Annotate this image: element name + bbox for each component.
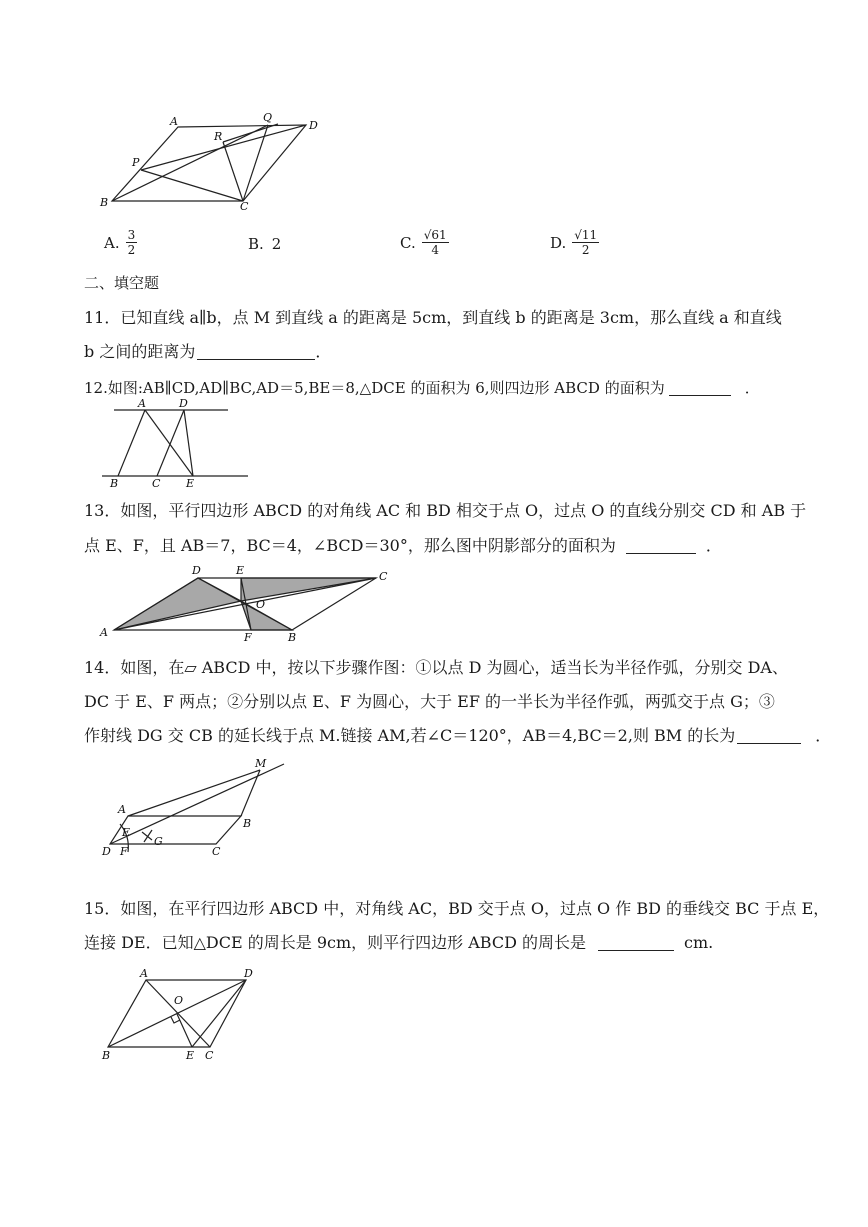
q12-figure	[100, 396, 250, 488]
q15-figure	[98, 966, 263, 1066]
q10-option-b-letter: B.	[248, 235, 264, 253]
q12-answer-blank[interactable]	[669, 379, 731, 396]
q14-line-bm	[241, 770, 260, 816]
q13-line1: 13．如图，平行四边形 ABCD 的对角线 AC 和 BD 相交于点 O，过点 O 的直线分别交 CD 和 AB 于	[84, 501, 807, 520]
q10-option-d	[550, 228, 599, 257]
q10-option-d-num: √11	[574, 228, 598, 242]
q14-label-d: D	[102, 845, 111, 858]
q10-option-c-den: 4	[431, 243, 439, 257]
q12-label-b: B	[110, 477, 119, 488]
q10-parallelogram	[112, 125, 306, 201]
q15-line-oe	[177, 1014, 192, 1047]
q13-label-a: A	[100, 626, 108, 639]
q10-option-a-den: 2	[127, 243, 136, 257]
q10-label-a: A	[170, 115, 178, 128]
q11-line1: 11．已知直线 a∥b，点 M 到直线 a 的距离是 5cm，到直线 b 的距离是 3cm，那么直线 a 和直线	[84, 308, 782, 327]
q13-answer-blank[interactable]	[626, 537, 696, 554]
q13-shaded-triangle-left	[114, 578, 241, 630]
q15-line2-end: cm.	[684, 933, 714, 952]
q13-line2-text: 点 E、F，且 AB＝7，BC＝4，∠BCD＝30°，那么图中阴影部分的面积为	[84, 536, 616, 555]
q13-line2	[84, 535, 722, 557]
q15-label-c: C	[205, 1049, 214, 1062]
q12-label-d: D	[179, 397, 188, 410]
q10-option-d-den: 2	[581, 243, 590, 257]
q10-label-b: B	[100, 196, 109, 209]
q13-line2-end: ．	[705, 536, 722, 555]
q10-label-d: D	[309, 119, 318, 132]
q15-label-b: B	[102, 1049, 111, 1062]
q10-option-c-fraction	[422, 228, 449, 257]
q14-line3-end: ．	[815, 726, 832, 745]
q11-line2-end: ．	[315, 342, 332, 361]
q10-option-a-letter: A.	[104, 233, 120, 252]
q15-label-e: E	[186, 1049, 195, 1062]
q13-label-b: B	[288, 631, 297, 644]
q14-line2: DC 于 E、F 两点；②分别以点 E、F 为圆心，大于 EF 的一半长为半径作弧，两弧交于点 G；③	[84, 692, 775, 711]
q10-figure	[96, 108, 336, 218]
q10-option-d-letter: D.	[550, 233, 567, 252]
q10-option-b	[248, 235, 281, 253]
q10-label-q: Q	[263, 111, 273, 124]
q13-label-o: O	[256, 598, 266, 611]
q13-figure	[96, 562, 396, 646]
q15-line2-text: 连接 DE．已知△DCE 的周长是 9cm，则平行四边形 ABCD 的周长是	[84, 933, 586, 952]
q13-label-c: C	[379, 570, 388, 583]
q10-label-r: R	[214, 130, 223, 143]
q10-option-c-letter: C.	[400, 233, 416, 252]
q11-line2	[84, 341, 331, 363]
q10-option-a-num: 3	[127, 228, 136, 242]
q15-diagonal-bd	[108, 980, 246, 1047]
q14-answer-blank[interactable]	[737, 727, 801, 744]
q10-option-d-fraction	[572, 228, 599, 257]
q15-answer-blank[interactable]	[598, 934, 674, 951]
q14-label-m: M	[255, 758, 267, 770]
q12-line1-text: 12.如图:AB∥CD,AD∥BC,AD＝5,BE＝8,△DCE 的面积为 6,则四边形 ABCD 的面积为	[84, 379, 665, 397]
q15-line-de	[192, 980, 246, 1047]
q12-label-c: C	[152, 477, 161, 488]
q10-option-a-fraction	[126, 228, 138, 257]
q14-line-am	[128, 770, 260, 816]
q12-line1-end: ．	[744, 379, 760, 397]
q15-label-d: D	[244, 967, 253, 980]
section-title: 二、填空题	[84, 274, 160, 292]
q12-label-e: E	[186, 477, 195, 488]
q10-label-c: C	[240, 200, 249, 213]
q12-line-dc	[157, 410, 184, 476]
q15-line2	[84, 932, 713, 954]
q10-line-rc	[223, 142, 243, 201]
q14-figure	[98, 758, 288, 858]
q14-label-g: G	[154, 835, 163, 848]
q10-option-c-num: √61	[423, 228, 447, 242]
q14-label-c: C	[212, 845, 221, 858]
q14-label-e: E	[122, 826, 131, 839]
q13-label-f: F	[244, 631, 252, 644]
q10-option-b-value: 2	[271, 235, 282, 253]
q10-option-a	[104, 228, 137, 257]
q14-label-f: F	[120, 845, 128, 858]
q10-label-p: P	[132, 156, 140, 169]
q14-label-a: A	[118, 803, 126, 816]
q10-line-qc	[243, 125, 268, 201]
q15-label-a: A	[140, 967, 148, 980]
q12-label-a: A	[138, 397, 146, 410]
q12-line-ab	[118, 410, 145, 476]
q14-line3	[84, 725, 831, 747]
q13-label-d: D	[192, 564, 201, 577]
q10-line-pc	[141, 170, 243, 201]
q14-line1: 14．如图，在▱ ABCD 中，按以下步骤作图：①以点 D 为圆心，适当长为半径作弧，分别交 DA、	[84, 658, 788, 677]
q14-label-b: B	[243, 817, 252, 830]
q14-arc-g2	[144, 830, 152, 842]
q11-answer-blank[interactable]	[197, 343, 315, 360]
q15-line1: 15．如图，在平行四边形 ABCD 中，对角线 AC，BD 交于点 O，过点 O 作 BD 的垂线交 BC 于点 E，	[84, 899, 830, 918]
q15-label-o: O	[174, 994, 184, 1007]
q10-option-c	[400, 228, 449, 257]
q11-line2-text: b 之间的距离为	[84, 342, 196, 361]
q10-line-pd	[141, 125, 306, 170]
q14-line3-text: 作射线 DG 交 CB 的延长线于点 M.链接 AM,若∠C＝120°，AB＝4,BC＝2,则 BM 的长为	[84, 726, 736, 745]
q13-label-e: E	[236, 564, 245, 577]
